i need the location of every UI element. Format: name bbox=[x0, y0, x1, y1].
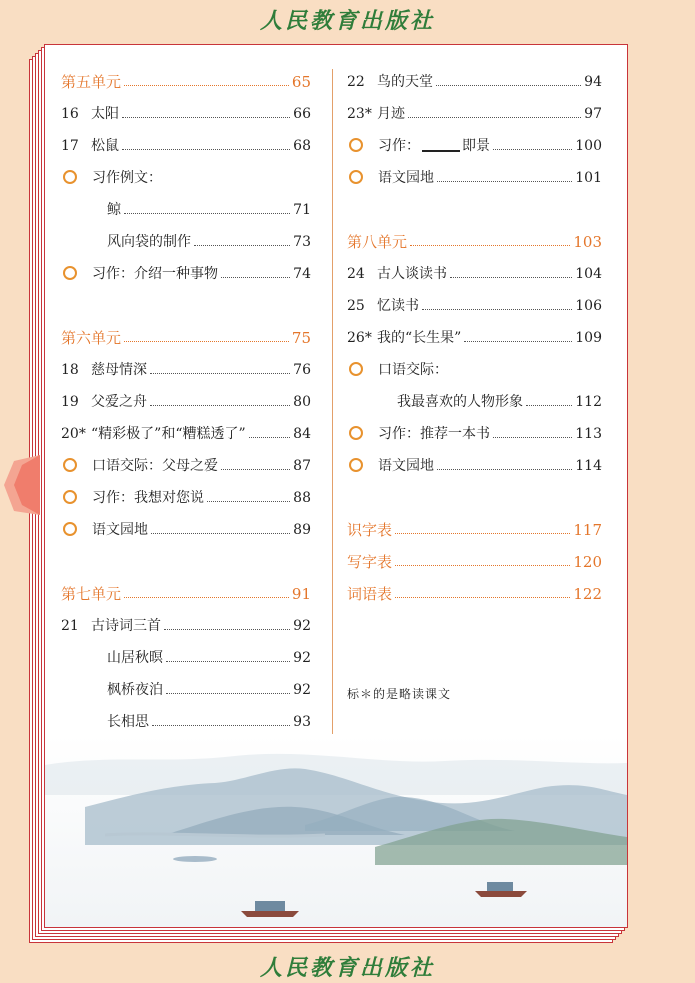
toc-entry[interactable] bbox=[347, 547, 602, 571]
entry-page-number: 75 bbox=[291, 329, 311, 347]
toc-entry[interactable] bbox=[61, 579, 311, 603]
dot-leader bbox=[437, 181, 572, 182]
dot-leader bbox=[150, 373, 290, 374]
lesson-number: 21 bbox=[61, 618, 79, 634]
entry-page-number: 104 bbox=[575, 266, 602, 282]
dot-leader bbox=[207, 501, 290, 502]
entry-title: 忆读书 bbox=[377, 298, 419, 314]
toc-entry[interactable] bbox=[61, 67, 311, 91]
toc-entry[interactable] bbox=[347, 291, 602, 315]
entry-page-number: 84 bbox=[293, 426, 311, 442]
bullet-circle-icon bbox=[349, 458, 363, 472]
entry-page-number: 91 bbox=[291, 585, 311, 603]
entry-page-number: 71 bbox=[293, 202, 311, 218]
entry-title: 口语交际：父母之爱 bbox=[92, 458, 218, 474]
lesson-number: 17 bbox=[61, 138, 79, 154]
entry-title: 太阳 bbox=[91, 106, 119, 122]
entry-title: 风向袋的制作 bbox=[107, 234, 191, 250]
dot-leader bbox=[422, 309, 572, 310]
entry-title: 口语交际： bbox=[378, 362, 448, 378]
entry-page-number: 103 bbox=[573, 233, 602, 251]
entry-title: 习作： bbox=[378, 138, 420, 154]
toc-entry[interactable] bbox=[347, 515, 602, 539]
dot-leader bbox=[150, 405, 290, 406]
entry-title-suffix: 即景 bbox=[462, 138, 490, 154]
entry-page-number: 106 bbox=[575, 298, 602, 314]
entry-page-number: 117 bbox=[573, 521, 602, 539]
lesson-number: 18 bbox=[61, 362, 79, 378]
toc-entry[interactable] bbox=[61, 707, 311, 731]
entry-title: 写字表 bbox=[347, 553, 393, 571]
dot-leader bbox=[124, 213, 290, 214]
entry-title: 鸟的天堂 bbox=[377, 74, 433, 90]
dot-leader bbox=[122, 149, 290, 150]
entry-title: 语文园地 bbox=[92, 522, 148, 538]
lesson-number: 20* bbox=[61, 426, 86, 442]
toc-entry[interactable] bbox=[61, 387, 311, 411]
entry-title: 古人谈读书 bbox=[377, 266, 447, 282]
landscape-illustration bbox=[45, 735, 627, 927]
entry-page-number: 80 bbox=[293, 394, 311, 410]
entry-title: 第七单元 bbox=[61, 585, 122, 603]
entry-page-number: 92 bbox=[293, 682, 311, 698]
lesson-number: 16 bbox=[61, 106, 79, 122]
bullet-circle-icon bbox=[349, 362, 363, 376]
entry-page-number: 88 bbox=[293, 490, 311, 506]
contents-page bbox=[44, 44, 628, 928]
dot-leader bbox=[526, 405, 572, 406]
dot-leader bbox=[124, 85, 289, 86]
toc-entry[interactable] bbox=[347, 323, 602, 347]
entry-title: 习作例文： bbox=[92, 170, 162, 186]
entry-page-number: 74 bbox=[293, 266, 311, 282]
toc-entry[interactable] bbox=[61, 483, 311, 507]
toc-entry[interactable] bbox=[61, 259, 311, 283]
toc-entry[interactable] bbox=[61, 611, 311, 635]
entry-page-number: 93 bbox=[293, 714, 311, 730]
entry-page-number: 66 bbox=[293, 106, 311, 122]
bullet-circle-icon bbox=[349, 170, 363, 184]
dot-leader bbox=[410, 245, 570, 246]
toc-entry[interactable] bbox=[347, 451, 602, 475]
bullet-circle-icon bbox=[63, 522, 77, 536]
entry-title: 习作：我想对您说 bbox=[92, 490, 204, 506]
entry-page-number: 89 bbox=[293, 522, 311, 538]
dot-leader bbox=[124, 341, 289, 342]
dot-leader bbox=[436, 85, 581, 86]
entry-title: “精彩极了”和“糟糕透了” bbox=[91, 426, 246, 442]
dot-leader bbox=[164, 629, 290, 630]
entry-title: 山居秋暝 bbox=[107, 650, 163, 666]
toc-entry[interactable] bbox=[347, 131, 602, 155]
toc-entry[interactable] bbox=[61, 99, 311, 123]
dot-leader bbox=[395, 565, 570, 566]
entry-page-number: 92 bbox=[293, 650, 311, 666]
toc-entry[interactable] bbox=[61, 643, 311, 667]
toc-entry[interactable] bbox=[61, 419, 311, 443]
entry-page-number: 100 bbox=[575, 138, 602, 154]
toc-entry[interactable] bbox=[61, 163, 311, 187]
dot-leader bbox=[395, 597, 570, 598]
dot-leader bbox=[152, 725, 290, 726]
entry-page-number: 122 bbox=[573, 585, 602, 603]
entry-title: 习作：推荐一本书 bbox=[378, 426, 490, 442]
toc-entry[interactable] bbox=[347, 163, 602, 187]
dot-leader bbox=[493, 437, 572, 438]
note-text: 标＊的是略读课文 bbox=[347, 687, 452, 701]
entry-page-number: 65 bbox=[291, 73, 311, 91]
lesson-number: 24 bbox=[347, 266, 365, 282]
toc-entry[interactable] bbox=[61, 195, 311, 219]
entry-title: 枫桥夜泊 bbox=[107, 682, 163, 698]
toc-entry[interactable] bbox=[61, 451, 311, 475]
entry-title: 父爱之舟 bbox=[91, 394, 147, 410]
entry-title: 词语表 bbox=[347, 585, 393, 603]
entry-page-number: 73 bbox=[293, 234, 311, 250]
entry-title: 古诗词三首 bbox=[91, 618, 161, 634]
dot-leader bbox=[221, 469, 290, 470]
toc-entry[interactable] bbox=[347, 227, 602, 251]
dot-leader bbox=[151, 533, 290, 534]
toc-entry[interactable] bbox=[347, 355, 602, 379]
toc-entry[interactable] bbox=[347, 419, 602, 443]
entry-title: 第六单元 bbox=[61, 329, 122, 347]
entry-title: 鲸 bbox=[107, 202, 121, 218]
dot-leader bbox=[124, 597, 289, 598]
toc-entry[interactable] bbox=[61, 355, 311, 379]
entry-page-number: 113 bbox=[575, 426, 602, 442]
dot-leader bbox=[395, 533, 570, 534]
dot-leader bbox=[437, 469, 572, 470]
entry-title: 习作：介绍一种事物 bbox=[92, 266, 218, 282]
lesson-number: 22 bbox=[347, 74, 365, 90]
entry-title: 长相思 bbox=[107, 714, 149, 730]
dot-leader bbox=[166, 693, 290, 694]
dot-leader bbox=[166, 661, 290, 662]
toc-entry[interactable] bbox=[61, 675, 311, 699]
entry-title: 我最喜欢的人物形象 bbox=[397, 394, 523, 410]
entry-title: 语文园地 bbox=[378, 458, 434, 474]
toc-entry[interactable] bbox=[61, 323, 311, 347]
entry-title: 月迹 bbox=[377, 106, 405, 122]
entry-page-number: 101 bbox=[575, 170, 602, 186]
dot-leader bbox=[194, 245, 290, 246]
bullet-circle-icon bbox=[63, 266, 77, 280]
dot-leader bbox=[464, 341, 572, 342]
publisher-logo-bottom: 人民教育出版社 bbox=[259, 955, 435, 981]
toc-entry[interactable] bbox=[347, 99, 602, 123]
entry-page-number: 114 bbox=[575, 458, 602, 474]
bullet-circle-icon bbox=[63, 490, 77, 504]
column-divider bbox=[332, 69, 333, 734]
dot-leader bbox=[122, 117, 290, 118]
entry-page-number: 94 bbox=[584, 74, 602, 90]
entry-page-number: 120 bbox=[573, 553, 602, 571]
entry-title: 松鼠 bbox=[91, 138, 119, 154]
bullet-circle-icon bbox=[63, 458, 77, 472]
page-turn-tab[interactable] bbox=[0, 455, 46, 515]
entry-title: 语文园地 bbox=[378, 170, 434, 186]
toc-entry[interactable] bbox=[61, 227, 311, 251]
dot-leader bbox=[249, 437, 291, 438]
entry-page-number: 92 bbox=[293, 618, 311, 634]
lesson-number: 23* bbox=[347, 106, 372, 122]
bullet-circle-icon bbox=[349, 138, 363, 152]
dot-leader bbox=[408, 117, 581, 118]
entry-title: 第五单元 bbox=[61, 73, 122, 91]
toc-entry[interactable] bbox=[347, 259, 602, 283]
publisher-logo-top: 人民教育出版社 bbox=[259, 8, 435, 34]
entry-page-number: 112 bbox=[575, 394, 602, 410]
fill-in-blank-line bbox=[422, 150, 460, 152]
bullet-circle-icon bbox=[63, 170, 77, 184]
entry-page-number: 76 bbox=[293, 362, 311, 378]
toc-entry[interactable] bbox=[61, 515, 311, 539]
lesson-number: 19 bbox=[61, 394, 79, 410]
dot-leader bbox=[450, 277, 572, 278]
entry-title: 我的“长生果” bbox=[377, 330, 462, 346]
entry-title: 识字表 bbox=[347, 521, 393, 539]
entry-page-number: 68 bbox=[293, 138, 311, 154]
entry-page-number: 109 bbox=[575, 330, 602, 346]
dot-leader bbox=[221, 277, 290, 278]
entry-title: 第八单元 bbox=[347, 233, 408, 251]
toc-entry[interactable] bbox=[347, 387, 602, 411]
dot-leader bbox=[493, 149, 572, 150]
entry-title: 慈母情深 bbox=[91, 362, 147, 378]
toc-entry[interactable] bbox=[347, 579, 602, 603]
toc-entry[interactable] bbox=[347, 67, 602, 91]
lesson-number: 26* bbox=[347, 330, 372, 346]
lesson-number: 25 bbox=[347, 298, 365, 314]
entry-page-number: 97 bbox=[584, 106, 602, 122]
toc-entry[interactable] bbox=[61, 131, 311, 155]
entry-page-number: 87 bbox=[293, 458, 311, 474]
bullet-circle-icon bbox=[349, 426, 363, 440]
